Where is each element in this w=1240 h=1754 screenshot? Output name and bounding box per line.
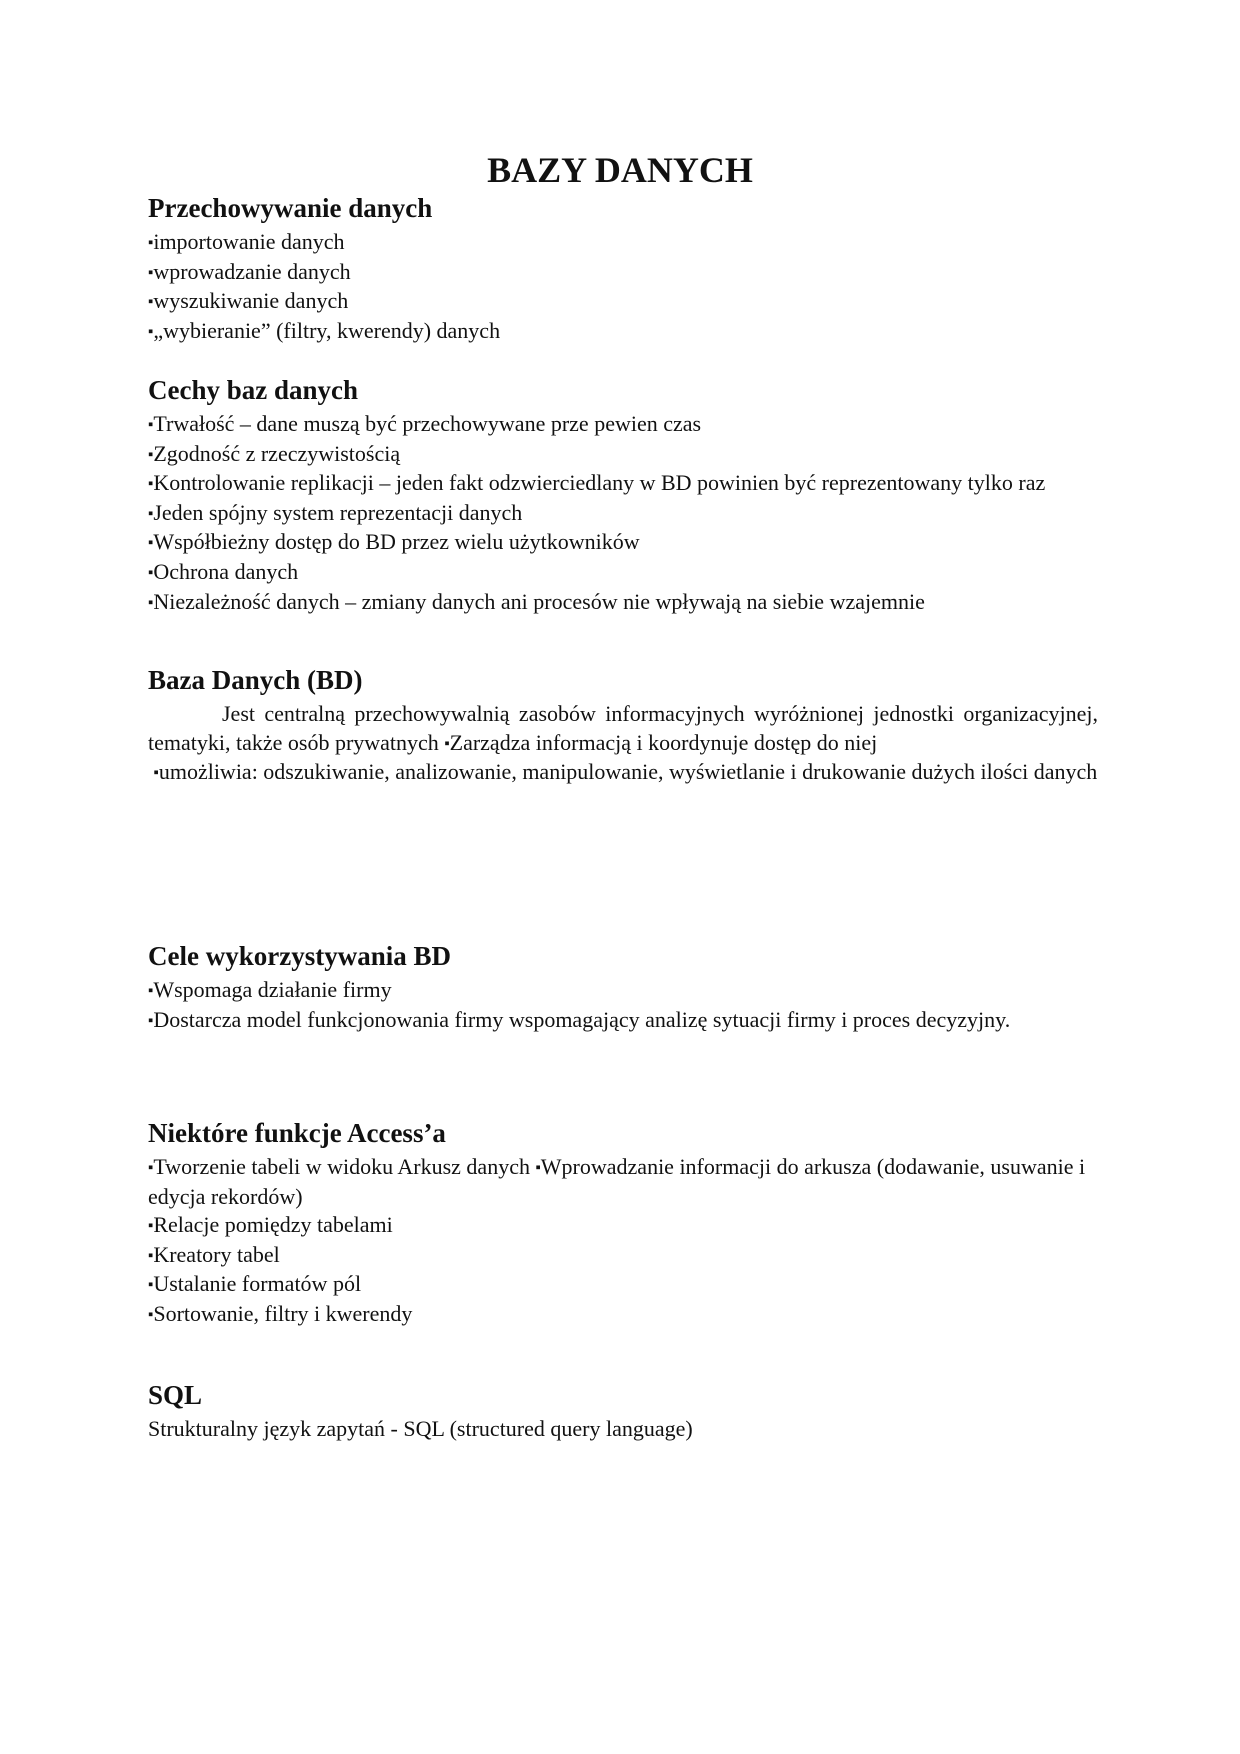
list-item: ▪importowanie danych <box>148 229 345 254</box>
list-item: ▪wprowadzanie danych <box>148 258 351 284</box>
section-sql <box>148 1377 1098 1444</box>
list-item: ▪Kontrolowanie replikacji – jeden fakt odzwierciedlany w BD powinien być reprezentowany tylko raz <box>148 470 1046 496</box>
bullet-icon: ▪ <box>148 1306 154 1323</box>
section-storage <box>148 190 1098 346</box>
bullet-icon: ▪ <box>148 594 154 611</box>
section-heading: Cechy baz danych <box>148 375 359 405</box>
list-item: ▪Dostarcza model funkcjonowania firmy wspomagający analizę sytuacji firmy i proces decyzyjny. <box>148 1006 1011 1032</box>
list-item: ▪Niezależność danych – zmiany danych ani procesów nie wpływają na siebie wzajemnie <box>148 588 925 614</box>
list-item: ▪Wspomaga działanie firmy <box>148 977 392 1002</box>
list-item: ▪Współbieżny dostęp do BD przez wielu użytkowników <box>148 529 640 555</box>
section-heading: Niektóre funkcje Access’a <box>148 1118 446 1148</box>
list-item: ▪„wybieranie” (filtry, kwerendy) danych <box>148 317 501 343</box>
section-database <box>148 662 1098 788</box>
list-item: ▪umożliwia: odszukiwanie, analizowanie, manipulowanie, wyświetlanie i drukowanie dużych ilości danych <box>153 759 1098 785</box>
bullet-icon: ▪ <box>148 417 154 433</box>
paragraph: Strukturalny język zapytań - SQL (structured query language) <box>148 1416 693 1441</box>
list-item: ▪wyszukiwanie danych <box>148 288 349 314</box>
bullet-icon: ▪ <box>535 1160 541 1176</box>
list-item: ▪Trwałość – dane muszą być przechowywane prze pewien czas <box>148 411 702 436</box>
list-item: ▪Relacje pomiędzy tabelami <box>148 1212 393 1238</box>
bullet-icon: ▪ <box>148 983 154 999</box>
document-title: BAZY DANYCH <box>487 150 753 190</box>
list-item: ▪Sortowanie, filtry i kwerendy <box>148 1300 413 1326</box>
bullet-icon: ▪ <box>148 1247 154 1264</box>
bullet-icon: ▪ <box>148 264 154 281</box>
bullet-icon: ▪ <box>148 1218 154 1235</box>
list-item: ▪Ustalanie formatów pól <box>148 1271 362 1297</box>
bullet-icon: ▪ <box>148 1160 154 1176</box>
section-heading: Baza Danych (BD) <box>148 665 363 695</box>
bullet-icon: ▪ <box>148 323 154 340</box>
list-item: ▪Ochrona danych <box>148 558 299 584</box>
bullet-icon: ▪ <box>444 735 450 752</box>
section-heading: Cele wykorzystywania BD <box>148 941 451 971</box>
section-heading: SQL <box>148 1380 203 1410</box>
paragraph: Jest centralną przechowywalnią zasobów informacyjnych wyróżnionej jednostki organizacyjnej, tematyki, także osób prywatnych ▪Zarządza informacją i koordynuje dostęp do niej <box>148 701 1098 755</box>
bullet-icon: ▪ <box>148 505 154 522</box>
bullet-icon: ▪ <box>153 765 159 782</box>
bullet-icon: ▪ <box>148 294 154 311</box>
bullet-icon: ▪ <box>148 1012 154 1029</box>
bullet-icon: ▪ <box>148 235 154 251</box>
list-item: ▪Jeden spójny system reprezentacji danych <box>148 499 523 525</box>
section-goals <box>148 938 1098 1035</box>
list-item: ▪Tworzenie tabeli w widoku Arkusz danych ▪Wprowadzanie informacji do arkusza (dodawanie, usuwanie i edycja rekordów) <box>148 1154 1086 1209</box>
list-item: ▪Zgodność z rzeczywistością <box>148 440 401 466</box>
list-item: ▪Kreatory tabel <box>148 1241 280 1267</box>
bullet-icon: ▪ <box>148 446 154 463</box>
bullet-icon: ▪ <box>148 564 154 581</box>
bullet-icon: ▪ <box>148 535 154 552</box>
bullet-icon: ▪ <box>148 476 154 493</box>
section-access <box>148 1115 1098 1330</box>
section-heading: Przechowywanie danych <box>148 193 433 223</box>
section-features <box>148 372 1098 617</box>
bullet-icon: ▪ <box>148 1277 154 1294</box>
